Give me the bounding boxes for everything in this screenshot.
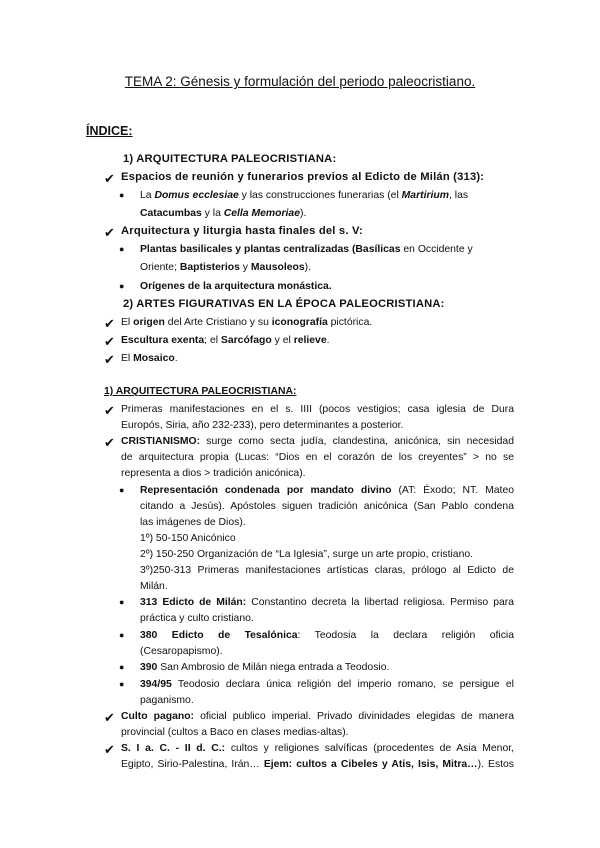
paragraph-line: práctica y culto cristiano. bbox=[140, 613, 254, 624]
bullet-icon: ● bbox=[119, 597, 125, 607]
paragraph-line: S. I a. C. - II d. C.: cultos y religiones salvíficas (procedentes de Asia Menor, bbox=[121, 743, 514, 754]
paragraph-line: 313 Edicto de Milán: Constantino decreta la libertad religiosa. Permiso para bbox=[140, 597, 514, 608]
paragraph-line: CRISTIANISMO: surge como secta judía, clandestina, anicónica, sin necesidad bbox=[121, 436, 514, 447]
paragraph-line: Primeras manifestaciones en el s. IIII (pocos vestigios; casa iglesia de Dura bbox=[121, 404, 514, 415]
index-item-a: Espacios de reunión y funerarios previos al Edicto de Milán (313): bbox=[121, 171, 485, 183]
check-icon: ✔ bbox=[104, 171, 115, 186]
index-item-b1: Plantas basilicales y plantas centralizadas (Basílicas en Occidente y bbox=[140, 244, 473, 255]
bullet-icon: ● bbox=[119, 190, 125, 200]
paragraph-line: 390 San Ambrosio de Milán niega entrada a Teodosio. bbox=[140, 662, 390, 673]
bullet-icon: ● bbox=[119, 662, 125, 672]
index-section-1: 1) ARQUITECTURA PALEOCRISTIANA: bbox=[123, 153, 337, 165]
check-icon: ✔ bbox=[104, 316, 115, 331]
bullet-icon: ● bbox=[119, 244, 125, 254]
check-icon: ✔ bbox=[104, 334, 115, 349]
check-icon: ✔ bbox=[104, 742, 115, 757]
index-section-2: 2) ARTES FIGURATIVAS EN LA ÉPOCA PALEOCRISTIANA: bbox=[123, 298, 445, 310]
paragraph-line: Egipto, Sirio-Palestina, Irán… Ejem: cultos a Cibeles y Atis, Isis, Mitra…). Estos bbox=[121, 759, 515, 770]
index-item-a1-cont: Catacumbas y la Cella Memoriae). bbox=[140, 208, 307, 219]
paragraph-line: citando a Jesús). Apóstoles siguen tradición anicónica (San Pablo condena bbox=[140, 501, 514, 512]
paragraph-line: paganismo. bbox=[140, 695, 194, 706]
bullet-icon: ● bbox=[119, 281, 125, 291]
check-icon: ✔ bbox=[104, 435, 115, 450]
index-item-c: El origen del Arte Cristiano y su iconografía pictórica. bbox=[121, 317, 373, 328]
paragraph-line: 1º) 50-150 Anicónico bbox=[140, 533, 236, 544]
paragraph-line: (Cesaropapismo). bbox=[140, 646, 223, 657]
check-icon: ✔ bbox=[104, 710, 115, 725]
bullet-icon: ● bbox=[119, 485, 125, 495]
page-title: TEMA 2: Génesis y formulación del periodo paleocristiano. bbox=[124, 74, 476, 89]
index-item-b: Arquitectura y liturgia hasta finales del s. V: bbox=[121, 225, 363, 237]
paragraph-line: Representación condenada por mandato divino (AT: Éxodo; NT. Mateo bbox=[140, 485, 515, 496]
index-item-b2: Orígenes de la arquitectura monástica. bbox=[140, 281, 332, 292]
paragraph-line: 3º)250-313 Primeras manifestaciones artísticas claras, prólogo al Edicto de bbox=[140, 565, 514, 576]
paragraph-line: 2º) 150-250 Organización de “La Iglesia”, surge un arte propio, cristiano. bbox=[140, 549, 474, 560]
check-icon: ✔ bbox=[104, 225, 115, 240]
index-item-b1-cont: Oriente; Baptisterios y Mausoleos). bbox=[140, 262, 311, 273]
paragraph-line: 394/95 Teodosio declara única religión del imperio romano, se persigue el bbox=[140, 679, 514, 690]
paragraph-line: 380 Edicto de Tesalónica: Teodosia la declara religión oficia bbox=[140, 630, 514, 641]
paragraph-line: Europós, Siria, año 232-233), pero determinantes a posterior. bbox=[121, 420, 404, 431]
index-item-a1: La Domus ecclesiae y las construcciones funerarias (el Martirium, las bbox=[140, 190, 469, 201]
paragraph-line: provincial (cultos a Baco en clases medias-altas). bbox=[121, 727, 349, 738]
paragraph-line: representa a dios > tradición anicónica). bbox=[121, 468, 306, 479]
bullet-icon: ● bbox=[119, 630, 125, 640]
index-heading: ÍNDICE: bbox=[86, 124, 133, 138]
index-item-e: El Mosaico. bbox=[121, 353, 178, 364]
section-heading: 1) ARQUITECTURA PALEOCRISTIANA: bbox=[104, 386, 297, 397]
paragraph-line: Milán. bbox=[140, 581, 168, 592]
check-icon: ✔ bbox=[104, 352, 115, 367]
paragraph-line: de arquitectura propia (Lucas: “Dios en el corazón de los creyentes” > no se bbox=[121, 452, 514, 463]
paragraph-line: Culto pagano: oficial publico imperial. Privado divinidades elegidas de manera bbox=[121, 711, 514, 722]
paragraph-line: las imágenes de Dios). bbox=[140, 517, 246, 528]
bullet-icon: ● bbox=[119, 679, 125, 689]
check-icon: ✔ bbox=[104, 403, 115, 418]
index-item-d: Escultura exenta; el Sarcófago y el relieve. bbox=[121, 335, 330, 346]
